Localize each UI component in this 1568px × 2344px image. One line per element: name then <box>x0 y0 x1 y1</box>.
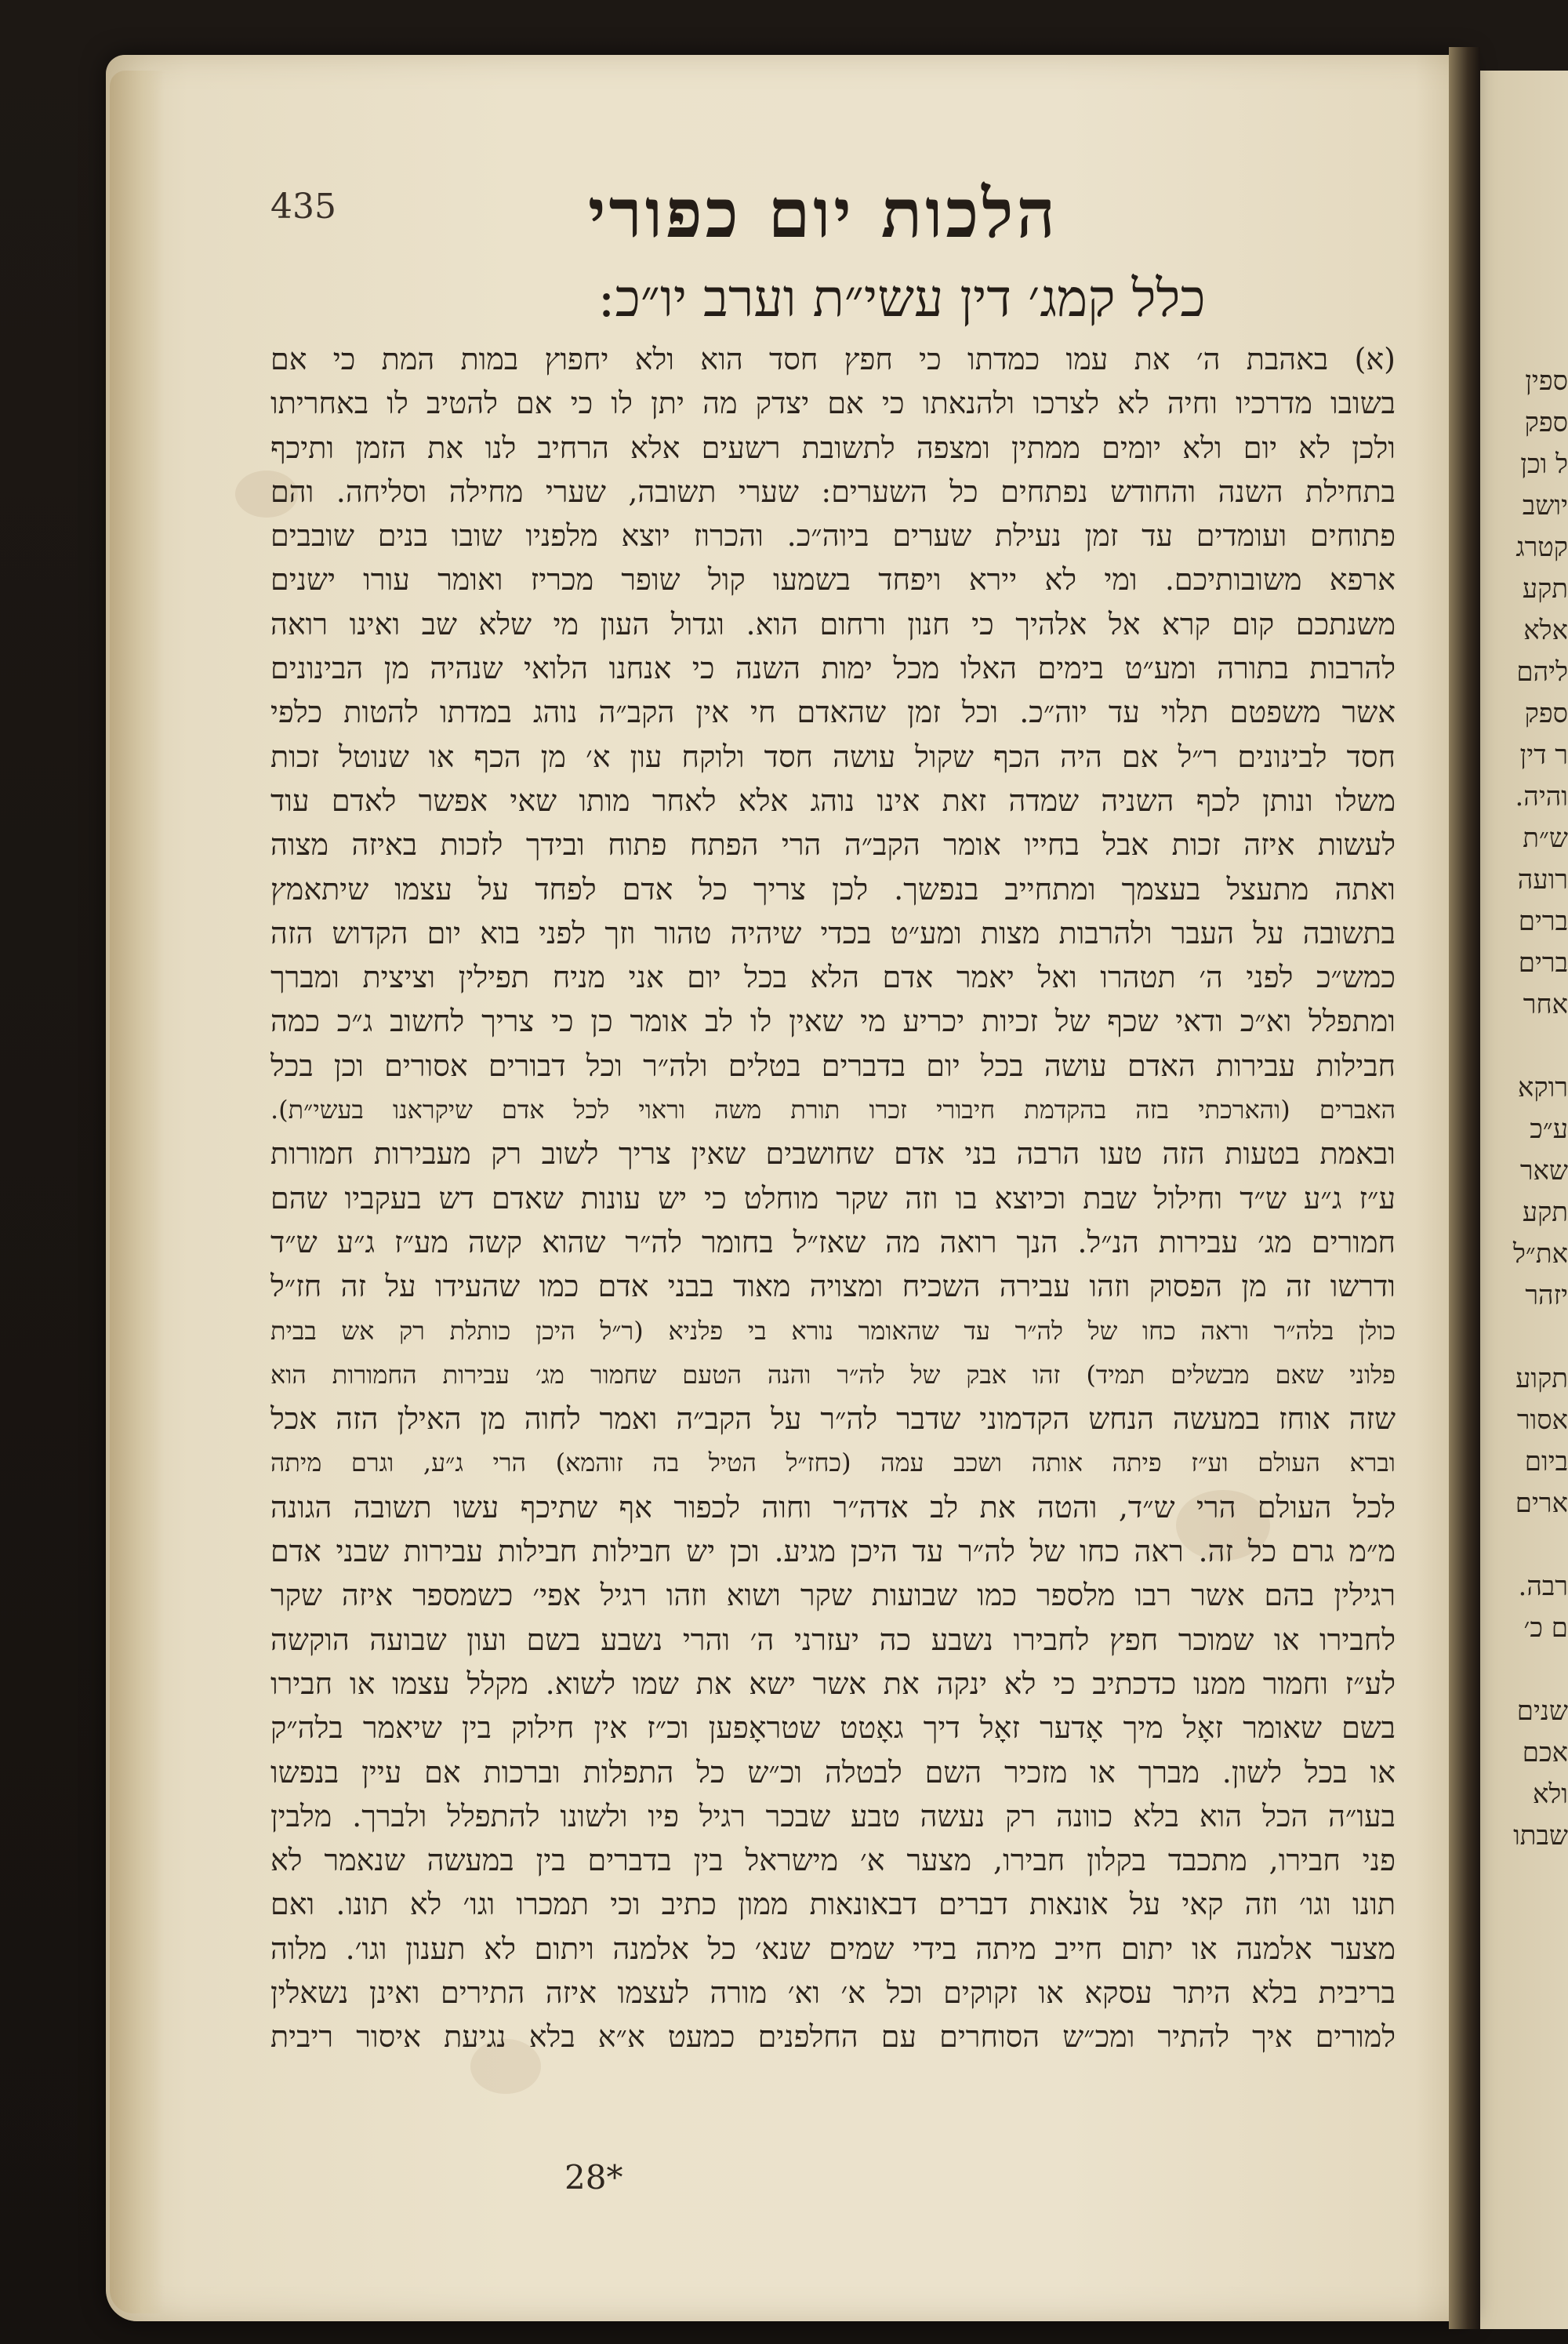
text-line: לעשות איזה זכות אבל בחייו אומר הקב״ה הרי הפתח פתוח ובידך לזכות באיזה מצוה <box>270 827 1396 863</box>
text-line: פלוני שאם מבשלים תמיד) זהו אבק של לה״ר והנה הטעם שחמור מג׳ עבירות החמורות הוא <box>270 1359 1396 1390</box>
text-line: פתוחים ועומדים עד זמן נעילת שערים ביוה״כ. והכרוז יוצא מלפניו שובו בנים שובבים <box>270 518 1396 554</box>
facing-page-fragment: ש״ת <box>1523 823 1568 854</box>
text-line: להרבות בתורה ומע״ט בימים האלו מכל ימות השנה כי אנחנו הלואי שנהיה מן הבינונים <box>270 651 1396 686</box>
text-line: בריבית בלא היתר עסקא או זקוקים וכל א׳ וא׳ מורה לעצמו איזה התירים ואינן נשאלין <box>270 1975 1396 2010</box>
text-line: ודרשו זה מן הפסוק וזהו עבירה השכיח ומצויה מאוד בבני אדם כמו שהעידו על זה חז״ל <box>270 1269 1396 1304</box>
text-line: רגילין בהם אשר רבו מלספר כמו שבועות שקר ושוא וזהו רגיל אפי׳ כשמספר איזה שקר <box>270 1578 1396 1613</box>
text-line: חמורים מג׳ עבירות הנ״ל. הנך רואה מה שאז״ל בחומר לה״ר שהוא קשה מע״ז ג״ע ש״ד <box>270 1224 1396 1259</box>
facing-page-fragment: ספק <box>1524 698 1568 729</box>
book-gutter <box>1449 47 1480 2329</box>
text-line: בשם שאומר זאָל מיך אָדער זאָל דיך גאָטט שטראָפען וכ״ז אין חילוק בין שיאמר בלה״ק <box>270 1710 1396 1746</box>
text-line: תונו וגו׳ וזה קאי על אונאות דברים דבאונאות ממון כתיב וכי תמכרו וגו׳ לא תונו. ואם <box>270 1887 1396 1922</box>
facing-page-fragment: ליהם <box>1516 656 1568 688</box>
facing-page-fragment: ארים <box>1515 1488 1568 1519</box>
text-line: לחבירו או שמוכר חפץ לחבירו נשבע כה יעזרני ה׳ והרי נשבע בשם ועון שבועה הוקשה <box>270 1622 1396 1657</box>
text-line: ארפא משובותיכם. ומי לא יירא ויפחד בשמעו קול שופר מכריז ואומר עורו ישנים <box>270 562 1396 598</box>
text-line: (א) באהבת ה׳ את עמו כמדתו כי חפץ חסד הוא ולא יחפוץ במות המת כי אם <box>270 342 1396 376</box>
facing-page-fragment: והיה. <box>1515 781 1568 812</box>
facing-page-fragment: יזהר <box>1525 1280 1568 1311</box>
facing-page-fragment: ולא <box>1532 1779 1568 1810</box>
signature-mark: 28* <box>564 2158 623 2197</box>
text-line: אשר משפטם תלוי עד יוה״כ. וכל זמן שהאדם חי אין הקב״ה נוהג במדתו להטות כלפי <box>270 695 1396 730</box>
text-line: בעו״ה הכל הוא בלא כוונה רק נעשה טבע שבכר רגיל פיו ולשונו להתפלל ולברך. מלבין <box>270 1798 1396 1833</box>
text-line: פני חבירו, מתכבד בקלון חבירו, מצער א׳ מישראל בין בדברים בין במעשה שנאמר לא <box>270 1843 1396 1878</box>
text-line: משנתכם קום קרא אל אלהיך כי חנון ורחום הוא. וגדול העון מי שלא שב ואינו רואה <box>270 606 1396 641</box>
text-line: שזה אוחז במעשה הנחש הקדמוני שדבר לה״ר על הקב״ה ואמר לחוה מן האילן הזה אכל <box>270 1401 1396 1437</box>
text-line: חסד לבינונים ר״ל אם היה הכף שקול עושה חסד ולוקח עון א׳ מן הכף או שנוטל זכות <box>270 739 1396 774</box>
text-line: בתשובה על העבר ולהרבות מצות ומע״ט בכדי שיהיה טהור וזך לפני בוא יום הקדוש הזה <box>270 915 1396 950</box>
facing-page-fragment: תקע <box>1522 1197 1568 1228</box>
text-line: ואתה מתעצל בעצמך ומתחייב בנפשך. לכן צריך כל אדם לפחד על עצמו שיתאמץ <box>270 871 1396 907</box>
text-line: וברא העולם וע״ז פיתה אותה ושכב עמה (כחז״ל הטיל בה זוהמא) הרי ג״ע, וגרם מיתה <box>270 1448 1396 1478</box>
page-fore-edge <box>110 71 165 2313</box>
facing-page-fragment: שבתו <box>1513 1820 1568 1852</box>
facing-page-fragment: אכם <box>1522 1737 1568 1768</box>
text-line: ע״ז ג״ע ש״ד וחילול שבת וכיוצא בו וזה שקר מוחלט כי יש עונות שאדם דש בעקביו שהם <box>270 1180 1396 1216</box>
text-line: למורים איך להתיר ומכ״ש הסוחרים עם החלפנים כמעט א״א בלא נגיעת איסור ריבית <box>270 2019 1396 2055</box>
facing-page-fragment: שאר <box>1519 1155 1568 1187</box>
facing-page-fragment <box>1478 1649 1568 1691</box>
facing-page-fragment: רועה <box>1517 864 1568 896</box>
text-line: לכל העולם הרי ש״ד, והטה את לב אדה״ר וחוה לכפור אף שתיכף עשו תשובה הגונה <box>270 1489 1396 1525</box>
body-text-column <box>270 337 1396 2059</box>
section-heading: כלל קמג׳ דין עשי״ת וערב יו״כ: <box>597 268 1206 329</box>
text-line: חבילות עבירות האדם עושה בכל יום בדברים בטלים ולה״ר וכל דבורים אסורים וכן בכל <box>270 1048 1396 1083</box>
text-line: לע״ז וחמור ממנו כדכתיב כי לא ינקה את אשר ישא את שמו לשוא. מקלל עצמו או חבירו <box>270 1666 1396 1701</box>
facing-page-text-fragments <box>1478 361 1568 1857</box>
page-number: 435 <box>270 187 336 227</box>
facing-page-fragment: אחר <box>1523 989 1568 1020</box>
facing-page-fragment: שנים <box>1516 1695 1568 1727</box>
text-line: מצער אלמנה או יתום חייב מיתה בידי שמים שנא׳ כל אלמנה ויתום לא תענון וגו׳. מלוה <box>270 1931 1396 1966</box>
text-line: או בכל לשון. מברך או מזכיר השם לבטלה וכ״ש כל התפלות וברכות אם עיין בנפשו <box>270 1754 1396 1790</box>
text-line: בשובו מדרכיו וחיה לא לצרכו ולהנאתו כי אם יצדק מה יתן לו כי אם להטיב לו באחריתו <box>270 386 1396 421</box>
facing-page-fragment: ל וכן <box>1520 449 1568 480</box>
facing-page-fragment: רבה. <box>1518 1571 1568 1602</box>
facing-page-fragment: ביום <box>1524 1446 1568 1477</box>
text-line: ולכן לא יום ולא יומים ממתין ומצפה לתשובת רשעים אלא הרחיב לנו את הזמן ותיכף <box>270 430 1396 465</box>
facing-page-edge <box>1478 71 1568 2329</box>
facing-page-fragment: ספק <box>1524 407 1568 438</box>
facing-page-fragment: תקוע <box>1515 1363 1568 1394</box>
text-line: בתחילת השנה והחודש נפתחים כל השערים: שערי תשובה, שערי מחילה וסליחה. והם <box>270 474 1396 509</box>
text-line: כולן בלה״ר וראה כחו של לה״ר עד שהאומר נורא בי פלניא (ר״ל היכן כותלת רק אש בבית <box>270 1315 1396 1346</box>
facing-page-fragment: ספין <box>1525 365 1568 397</box>
text-line: ובאמת בטעות הזה טעו הרבה בני אדם שחושבים שאין צריך לשוב רק מעבירות חמורות <box>270 1136 1396 1172</box>
facing-page-fragment: אסור <box>1516 1405 1568 1436</box>
facing-page-fragment: תקע <box>1522 573 1568 605</box>
text-line: ומתפלל וא״כ ודאי שכף של זכיות יכריע מי שאין לו לב אומר כן כי צריך לחשוב ג״כ כמה <box>270 1004 1396 1039</box>
text-line: האברים (והארכתי בזה בהקדמת חיבורי זכרו תורת משה וראוי לכל אדם שיקראנו בעשי״ת). <box>270 1095 1396 1125</box>
facing-page-fragment: קטרג <box>1515 532 1568 563</box>
facing-page-fragment: יושב <box>1522 490 1568 521</box>
running-title: הלכות יום כפורי <box>588 174 1058 253</box>
facing-page-fragment: ברים <box>1518 947 1568 979</box>
facing-page-fragment: ברים <box>1518 906 1568 937</box>
facing-page-fragment: ע״כ <box>1530 1114 1568 1145</box>
facing-page-fragment: את״ל <box>1513 1238 1568 1270</box>
facing-page-fragment: אלא <box>1523 615 1568 646</box>
text-line: מ״מ גרם כל זה. ראה כחו של לה״ר עד היכן מגיע. וכן יש חבילות חבילות עבירות שבני אדם <box>270 1534 1396 1569</box>
facing-page-fragment <box>1478 1317 1568 1358</box>
text-line: משלו ונותן לכף השניה שמדה זאת אינו נוהג אלא לאחר מותו שאי אפשר לאדם עוד <box>270 783 1396 818</box>
text-line: כמש״כ לפני ה׳ תטהרו ואל יאמר אדם הלא בכל יום אני מניח תפילין וציצית ומברך <box>270 960 1396 995</box>
facing-page-fragment <box>1478 1026 1568 1067</box>
facing-page-fragment: רוקא <box>1518 1072 1568 1103</box>
facing-page-fragment <box>1478 1525 1568 1566</box>
facing-page-fragment: ר דין <box>1519 740 1568 771</box>
facing-page-fragment: ם כ׳ <box>1523 1612 1568 1644</box>
